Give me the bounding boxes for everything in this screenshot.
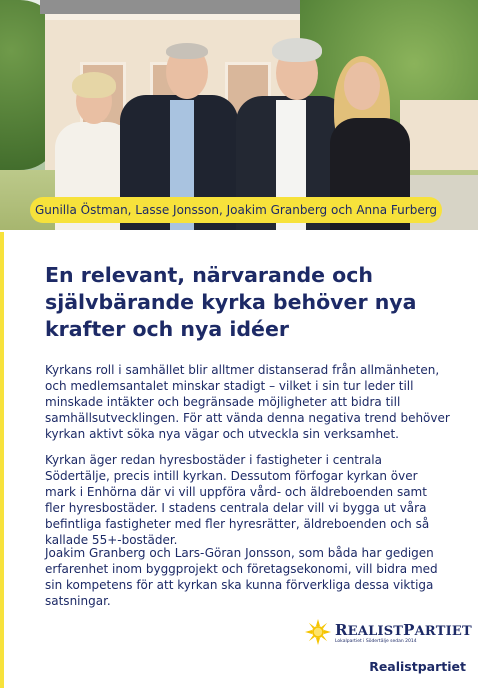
footer-party-name: Realistpartiet: [369, 659, 466, 674]
logo-wordmark: REALISTPARTIET: [335, 621, 472, 639]
logo-tagline: Lokalpartiet i Södertälje sedan 2014: [335, 639, 417, 644]
paragraph-2: Kyrkan äger redan hyresbostäder i fastigheter i centrala Södertälje, precis intill kyrkan. Dessutom förfogar kyrkan över mark i Enhörna där vi vill uppföra vård- och äldreboenden samt fler hyresbostäder. I stadens centrala delar vill vi bygga ut våra befintliga fastigheter med fler hyresrätter, äldreboenden och så kallade 55+-bostäder.: [45, 453, 430, 547]
group-photo: [0, 0, 478, 230]
sun-icon: [305, 619, 331, 645]
page-heading: En relevant, närvarande och självbärande kyrka behöver nya krafter och nya idéer: [45, 263, 417, 341]
paragraph-1: Kyrkans roll i samhället blir alltmer distanserad från allmänheten, och medlemsantalet minskar stadigt – vilket i sin tur leder till minskade intäkter och begränsade möjligheter att bidra till samhällsutvecklingen. För att vända denna negativa trend behöver kyrkan aktivt söka nya vägar och utveckla sin verksamhet.: [45, 363, 450, 441]
paragraph-3: Joakim Granberg och Lars-Göran Jonsson, som båda har gedigen erfarenhet inom byggprojekt och företagsekonomi, vill bidra med sin kompetens för att kyrkan ska kunna förverkliga dessa viktiga satsningar.: [45, 546, 438, 608]
photo-caption: Gunilla Östman, Lasse Jonsson, Joakim Granberg och Anna Furberg: [30, 197, 442, 223]
realistpartiet-logo: [305, 617, 472, 649]
left-accent-bar: [0, 232, 4, 688]
